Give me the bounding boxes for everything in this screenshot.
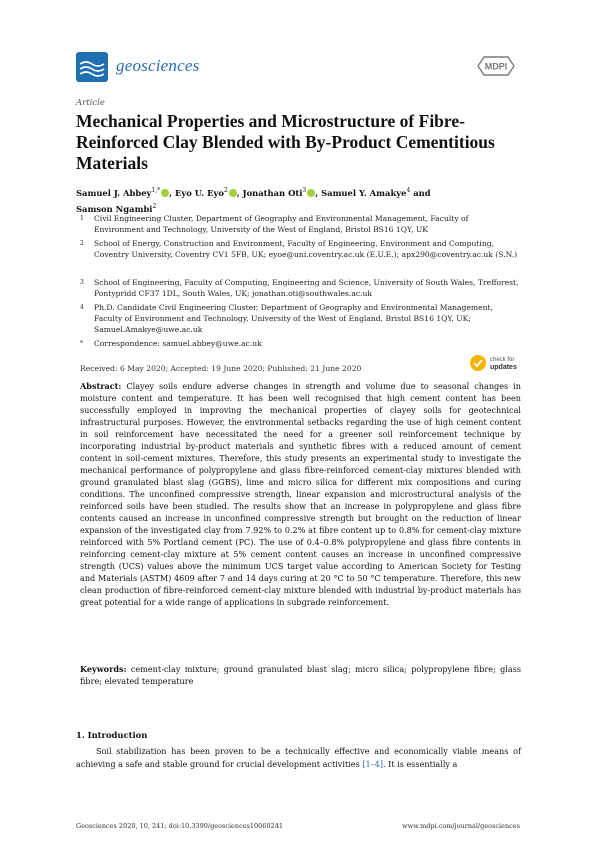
correspondence-text: Correspondence: samuel.abbey@uwe.ac.uk	[94, 339, 262, 348]
footer-url[interactable]: www.mdpi.com/journal/geosciences	[402, 822, 520, 830]
affiliation-text: School of Energy, Construction and Environment, Faculty of Engineering, Environment and Computing, Coventry University, Coventry CV1 5FB, UK; eyoe@uni.coventry.ac.uk (E.U.E.); apx290@coventry.ac.uk (S.N.)	[94, 239, 518, 259]
author-name: Eyo U. Eyo	[174, 187, 224, 198]
affiliation-number: 3	[80, 279, 84, 286]
publication-dates: Received: 6 May 2020; Accepted: 19 June 2020; Published: 21 June 2020	[80, 364, 362, 373]
article-type: Article	[76, 98, 105, 108]
author-list: Samuel J. Abbey$^{1,*}$ , Eyo U. Eyo$^2$ , Jonathan Oti$^3$ , Samuel Y. Amakye$^4$ and Samson Ngambi$^2$	[76, 187, 431, 215]
affiliation-text: Civil Engineering Cluster, Department of Geography and Environmental Management, Faculty of Environment and Technology, University of the West of England, Bristol BS16 1QY, UK	[94, 214, 469, 234]
author-name: Samuel Y. Amakye	[321, 187, 407, 198]
orcid-icon[interactable]	[229, 189, 237, 197]
keywords-text: cement-clay mixture; ground granulated blast slag; micro silica; polypropylene fibre; glass fibre; elevated temperature	[80, 664, 522, 686]
section-heading: 1. Introduction	[76, 730, 148, 740]
affiliation-number: *	[80, 340, 83, 347]
affiliation-number: 4	[80, 304, 84, 311]
affiliation-text: School of Engineering, Faculty of Computing, Engineering and Science, University of South Wales, Trefforest, Pontypridd CF37 1DL, South Wales, UK; jonathan.oti@southwales.ac.uk	[94, 278, 519, 298]
footer-citation: Geosciences 2020, 10, 241; doi:10.3390/geosciences10060241	[76, 822, 283, 830]
keywords	[80, 663, 521, 687]
orcid-icon[interactable]	[161, 189, 169, 197]
author-affiliation-sup: 1,*	[151, 187, 161, 194]
abstract	[80, 380, 521, 608]
affiliation	[80, 302, 520, 335]
author-conjunction: and	[413, 187, 431, 198]
keywords-label: Keywords:	[80, 664, 127, 674]
introduction-paragraph	[76, 745, 521, 770]
check-updates-line1: check for	[490, 357, 515, 363]
intro-text: . It is essentially a	[382, 758, 458, 769]
affiliation	[80, 213, 520, 235]
affiliation-number: 2	[80, 240, 84, 247]
affiliation	[80, 238, 520, 260]
journal-name: geosciences	[116, 56, 200, 75]
author-name: Samuel J. Abbey	[76, 187, 152, 198]
affiliation-number: 1	[80, 215, 84, 222]
article-title: Mechanical Properties and Microstructure of Fibre-Reinforced Clay Blended with By-Product Cementitious Materials	[76, 111, 495, 173]
author-affiliation-sup: 3	[302, 187, 307, 194]
abstract-text: Clayey soils endure adverse changes in strength and volume due to seasonal changes in moisture content and temperature. It has been well recognised that high cement content has been successfully employed in improving the mechanical properties of clayey soils for geotechnical infrastructural purposes. However, the environmental setbacks regarding the use of high cement content in soil reinforcement have necessitated the need for a greener soil reinforcement technique by incorporating industrial by-product materials and synthetic fibres with a reduced amount of cement content in soil-cement mixtures. Therefore, this study presents an experimental study to investigate the mechanical performance of polypropylene and glass fibre-reinforced cement-clay mixtures blended with ground granulated blast slag (GGBS), lime and micro silica for different mix compositions and curing conditions. The unconfined compressive strength, linear expansion and microstructural analysis of the reinforced soils have been studied. The results show that an increase in polypropylene and glass fibre contents caused an increase in unconfined compressive strength but brought on the reduction of linear expansion of the investigated clay from 7.92% to 0.2% at fibre content up to 0.8% for cement-clay mixture reinforced with 5% Portland cement (PC). The use of 0.4–0.8% polypropylene and glass fibre contents in reinforcing cement-clay mixture at 5% cement content causes an increase in unconfined compressive strength (UCS) values above the minimum UCS target value according to American Society for Testing and Materials (ASTM) 4609 after 7 and 14 days curing at 20 °C to 50 °C temperature. Therefore, this new clean production of fibre-reinforced cement-clay mixture blended with industrial by-product materials has great potential for a wide range of applications in subgrade reinforcement.	[80, 381, 522, 607]
author-affiliation-sup: 4	[406, 187, 411, 194]
author-name: Samson Ngambi	[76, 204, 153, 215]
author-affiliation-sup: 2	[152, 203, 157, 211]
intro-text: Soil stabilization has been proven to be a technically effective and economically viable means of achieving a safe and stable ground for crucial development activities	[76, 746, 521, 769]
correspondence	[80, 338, 520, 349]
citation-link[interactable]: [1–4]	[362, 758, 383, 769]
check-for-updates-icon[interactable]	[468, 352, 520, 374]
author-affiliation-sup: 2	[223, 187, 228, 194]
orcid-icon[interactable]	[307, 189, 315, 197]
affiliation	[80, 277, 520, 299]
mdpi-logo-icon	[474, 55, 518, 77]
abstract-label: Abstract:	[80, 381, 122, 391]
affiliation-text: Ph.D. Candidate Civil Engineering Cluster, Department of Geography and Environmental Management, Faculty of Environment and Technology, University of the West of England, Bristol BS16 1QY, UK; Samuel.Amakye@uwe.ac.uk	[94, 303, 493, 334]
geosciences-logo-icon	[76, 52, 108, 82]
check-updates-line2: updates	[490, 364, 517, 371]
author-name: Jonathan Oti	[242, 187, 303, 198]
mdpi-logo-text: MDPI	[484, 61, 508, 72]
